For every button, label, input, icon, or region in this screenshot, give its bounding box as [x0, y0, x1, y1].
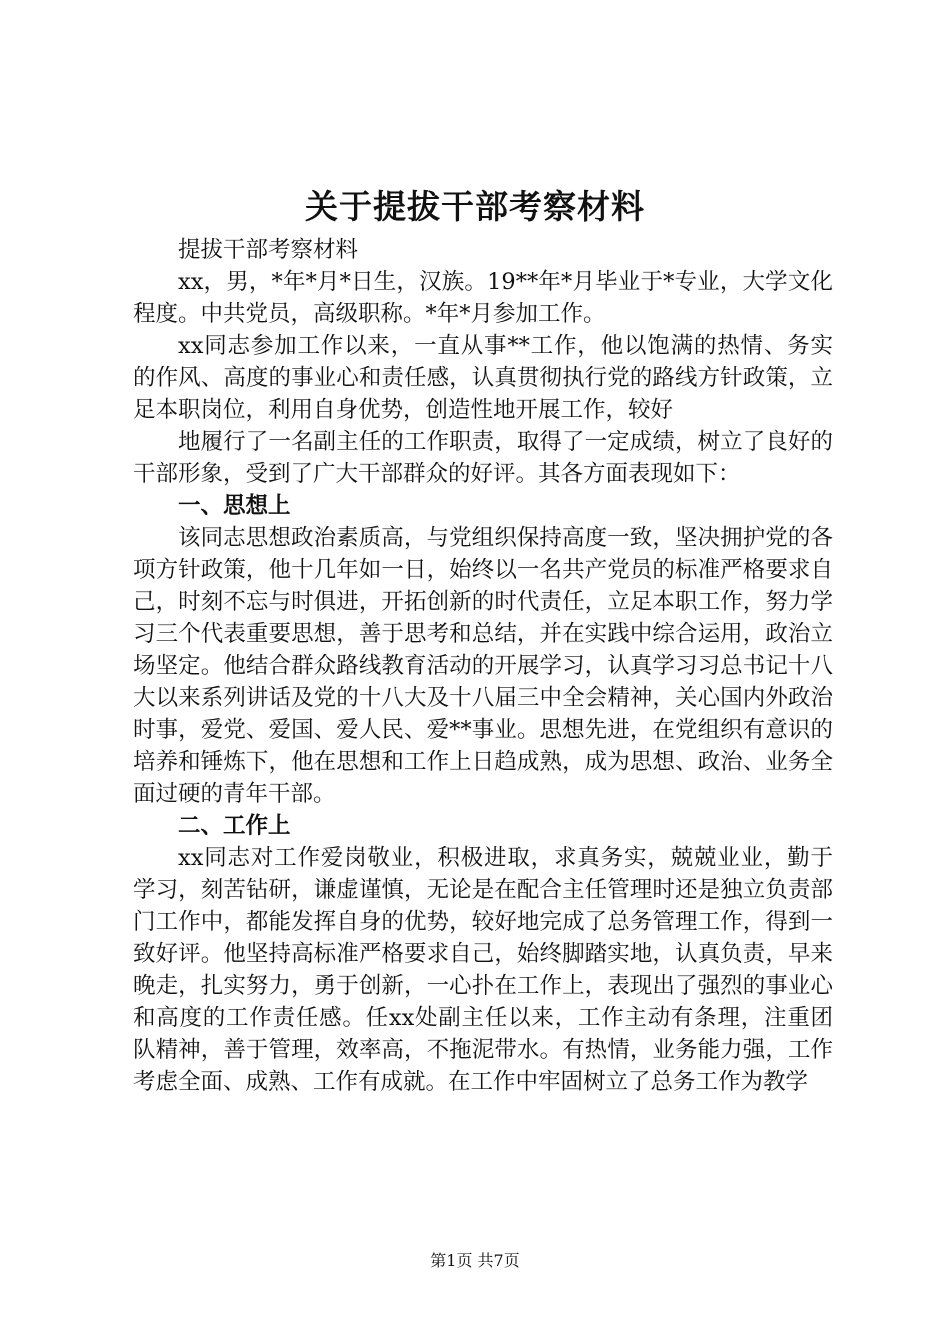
paragraph: 该同志思想政治素质高，与党组织保持高度一致，坚决拥护党的各项方针政策，他十几年如一日，始终以一名共产党员的标准严格要求自己，时刻不忘与时俱进，开拓创新的时代责任，立足本职工作，努力学习三个代表重要思想，善于思考和总结，并在实践中综合运用，政治立场坚定。他结合群众路线教育活动的开展学习，认真学习习总书记十八大以来系列讲话及党的十八大及十八届三中全会精神，关心国内外政治时事，爱党、爱国、爱人民、爱**事业。思想先进，在党组织有意识的培养和锤炼下，他在思想和工作上日趋成熟，成为思想、政治、业务全面过硬的青年干部。	[133, 525, 833, 807]
document-title: 关于提拔干部考察材料	[305, 187, 645, 226]
paragraph: xx，男，*年*月*日生，汉族。19**年*月毕业于*专业，大学文化程度。中共党员，高级职称。*年*月参加工作。	[133, 269, 833, 327]
section-heading: 一、思想上	[178, 493, 291, 519]
paragraph: 地履行了一名副主任的工作职责，取得了一定成绩，树立了良好的干部形象，受到了广大干部群众的好评。其各方面表现如下：	[133, 429, 833, 487]
paragraph: xx同志参加工作以来，一直从事**工作，他以饱满的热情、务实的作风、高度的事业心和责任感，认真贯彻执行党的路线方针政策，立足本职岗位，利用自身优势，创造性地开展工作，较好	[133, 333, 833, 423]
paragraph: 提拔干部考察材料	[178, 237, 359, 263]
page-footer: 第1页 共7页	[430, 1251, 520, 1270]
paragraph: xx同志对工作爱岗敬业，积极进取，求真务实，兢兢业业，勤于学习，刻苦钻研，谦虚谨慎，无论是在配合主任管理时还是独立负责部门工作中，都能发挥自身的优势，较好地完成了总务管理工作，得到一致好评。他坚持高标准严格要求自己，始终脚踏实地，认真负责，早来晚走，扎实努力，勇于创新，一心扑在工作上，表现出了强烈的事业心和高度的工作责任感。任xx处副主任以来，工作主动有条理，注重团队精神，善于管理，效率高，不拖泥带水。有热情，业务能力强，工作考虑全面、成熟、工作有成就。在工作中牢固树立了总务工作为教学	[133, 845, 833, 1095]
section-heading: 二、工作上	[178, 813, 291, 839]
document-body	[133, 234, 833, 1098]
